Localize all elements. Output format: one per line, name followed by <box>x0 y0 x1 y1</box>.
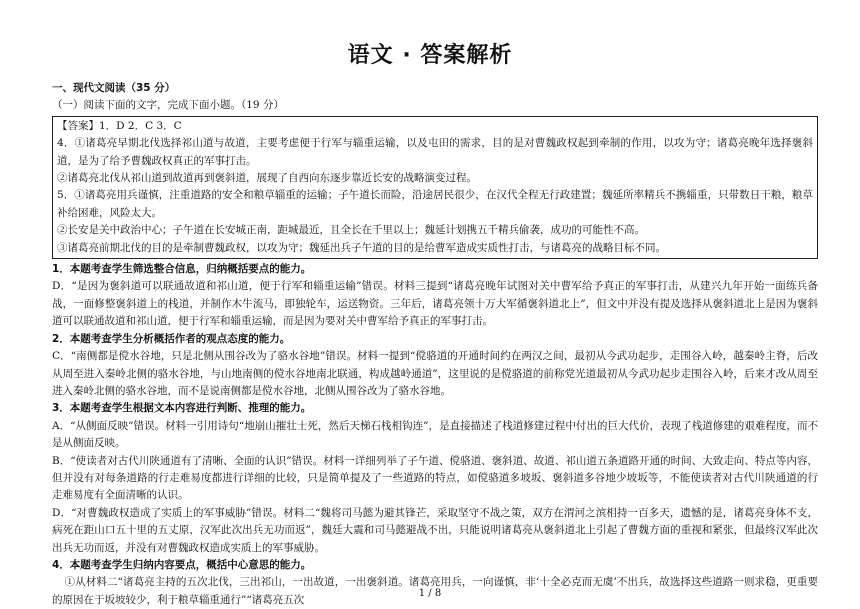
question-heading: 3．本题考查学生根据文本内容进行判断、推理的能力。 <box>52 402 312 415</box>
answer-line: ②长安是关中政治中心；子午道在长安城正南，距城最近，且全长在千里以上；魏延计划携五千精兵偷袭，成功的可能性不高。 <box>57 224 645 237</box>
explanation-paragraph: ①从材料二“诸葛亮主持的五次北伐，三出祁山，一出故道，一出褒斜道。诸葛亮用兵，一向谨慎，非‘十全必克而无虞’不出兵，故选择这些道路一则求稳，更重要的原因在于坂坡较少，利于粮草辎重通行”“诸葛亮五次 <box>52 576 818 606</box>
explanation-paragraph: A．“从侧面反映”错误。材料一引用诗句“地崩山摧壮士死，然后天梯石栈相钩连”，是直接描述了栈道修建过程中付出的巨大代价，表现了栈道修建的艰难程度，而不是从侧面反映。 <box>52 419 818 450</box>
explanation-paragraph: C．“南侧都是傥水谷地，只是北侧从围谷改为了骆水谷地”错误。材料一提到“傥骆道的开通时间约在两汉之间，最初从今武功起步，走围谷入岭，越秦岭主脊，后改从周至进入秦岭北侧的骆水谷地，与山地南侧的傥水谷地南北联通，构成越岭通道”，这里说的是傥骆道的前称党光道最初从今武功起步走围谷入岭，后来才改从周至进入秦岭北侧的骆水谷地，而不是说南侧都是傥水谷地，北侧从围谷改为了骆水谷地。 <box>52 350 818 397</box>
explanation-paragraph: D．“对曹魏政权造成了实质上的军事威胁”错误。材料二“魏将司马懿为避其锋芒，采取坚守不战之策，双方在渭河之滨相持一百多天，遗憾的是，诸葛亮身体不支，病死在距山口五十里的五丈原，汉军此次出兵无功而返”，魏廷大震和司马懿避战不出，只能说明诸葛亮从褒斜道北上引起了曹魏方面的重视和紧张，但最终汉军此次出兵无功而返，并没有对曹魏政权造成实质上的军事威胁。 <box>52 506 818 554</box>
explanation-paragraph: B．“使读者对古代川陕通道有了清晰、全面的认识”错误。材料一详细列举了子午道、傥骆道、褒斜道、故道、祁山道五条道路开通的时间、大致走向、特点等内容，但并没有对每条道路的行走难易度都进行详细的比较，只是简单提及了一些道路的特点，如傥骆道多坡坂、褒斜道多谷地少坡坂等，不能使读者对古代川陕通道的行走难易度有全面清晰的认识。 <box>52 454 818 502</box>
answer-line: ②诸葛亮北伐从祁山道到故道再到褒斜道，展现了自西向东逐步靠近长安的战略演变过程。 <box>57 172 477 185</box>
answer-line: 【答案】1．D 2．C 3．C <box>57 119 182 132</box>
explanation-paragraph: D．“是因为褒斜道可以联通故道和祁山道，便于行军和辎重运输”错误。材料三提到“诸葛亮晚年试图对关中曹军给予真正的军事打击，从建兴九年开始一面练兵备战，一面修整褒斜道上的栈道，并制作木牛流马，即独轮车，运送物资。三年后，诸葛亮领十万大军循褒斜道北上”，但文中并没有提及选择从褒斜道北上是因为褒斜道可以联通故道和祁山道，便于行军和辎重运输，而是因为要对关中曹军给予真正的军事打击。 <box>52 280 818 328</box>
answer-box <box>52 116 818 259</box>
question-heading: 2．本题考查学生分析概括作者的观点态度的能力。 <box>52 332 291 345</box>
document-body <box>52 80 818 609</box>
answer-line: ③诸葛亮前期北伐的目的是牵制曹魏政权，以攻为守；魏延出兵子午道的目的是给曹军造成实质性打击，与诸葛亮的战略目标不同。 <box>57 241 666 254</box>
section-heading: 一、现代文阅读（35 分） <box>52 82 176 94</box>
question-heading: 1．本题考查学生筛选整合信息，归纳概括要点的能力。 <box>52 263 312 276</box>
question-heading: 4．本题考查学生归纳内容要点，概括中心意思的能力。 <box>52 558 312 571</box>
section-subheading: （一）阅读下面的文字，完成下面小题。（19 分） <box>52 99 284 112</box>
answer-line: 5．①诸葛亮用兵谨慎，注重道路的安全和粮草辎重的运输；子午道长而险，沿途居民很少，在汉代全程无行政建置；魏延所率精兵不携辎重，只带数日干粮，粮草补给困难，风险太大。 <box>57 189 813 219</box>
page-number: 1 / 8 <box>418 588 442 599</box>
answer-line: 4．①诸葛亮早期北伐选择祁山道与故道，主要考虑便于行军与辎重运输，以及屯田的需求，目的是对曹魏政权起到牵制的作用，以攻为守；诸葛亮晚年选择褒斜道，是为了给予曹魏政权真正的军事打击。 <box>57 137 813 167</box>
page-title: 语文 · 答案解析 <box>347 43 513 68</box>
